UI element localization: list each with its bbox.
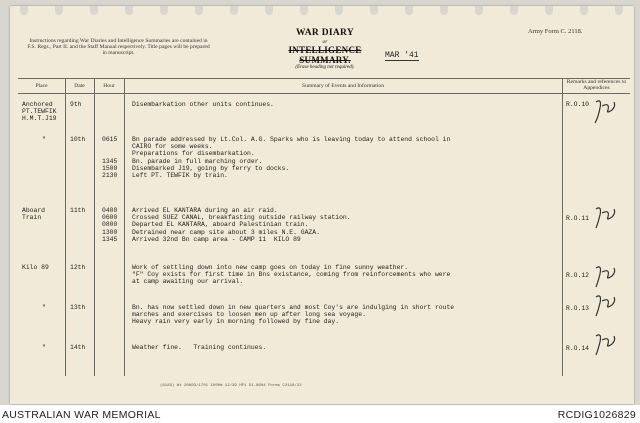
table-header-rule bbox=[18, 93, 630, 94]
entry-place: Aboard Train bbox=[22, 207, 46, 222]
entry-place: Kilo 89 bbox=[22, 264, 49, 271]
col-rule-hour bbox=[124, 78, 125, 376]
entry-ref: R.O.13 bbox=[566, 305, 590, 312]
handwritten-initials bbox=[592, 96, 618, 126]
entry-place: " bbox=[42, 304, 46, 311]
printer-imprint: (6183) Wt 20603/1701 1000m 12/39 HP1 51-8604 Forms C2118/22 bbox=[160, 384, 302, 388]
entry-date: 12th bbox=[70, 264, 86, 271]
table-top-rule bbox=[18, 78, 630, 79]
entry-summary: Bn parade addressed by Lt.Col. A.G. Sparks who is leaving today to attend school in CAIRO for some weeks. Preparations for disembarkation. Bn. parade in full marching order. Disembarked J19, going by ferry to docks. Left PT. TEWFIK by train. bbox=[132, 136, 451, 180]
entry-date: 14th bbox=[70, 344, 86, 351]
handwritten-initials bbox=[592, 205, 618, 231]
army-form-number: Army Form C. 2118. bbox=[528, 28, 583, 35]
entry-date: 9th bbox=[70, 101, 82, 108]
archive-credit: AUSTRALIAN WAR MEMORIAL bbox=[2, 409, 161, 421]
header-summary: Summary of Events and Information bbox=[301, 83, 385, 89]
entry-place: " bbox=[42, 344, 46, 351]
archive-reference: RCDIG1026829 bbox=[557, 409, 636, 421]
entry-ref: R.O.12 bbox=[566, 272, 590, 279]
form-title-or: or bbox=[322, 39, 328, 45]
erase-note: (Erase heading not required). bbox=[295, 65, 355, 70]
entry-date: 11th bbox=[70, 207, 86, 214]
form-instructions: Instructions regarding War Diaries and Intelligence Summaries are contained in F.S. Regs., Part II. and the Staff Manual respectively. Title pages will be prepared in manuscript. bbox=[27, 38, 210, 57]
form-title: WAR DIARY bbox=[295, 28, 355, 38]
entry-summary: Disembarkation other units continues. bbox=[132, 101, 274, 108]
header-remarks: Remarks and references to Appendices bbox=[566, 79, 627, 91]
header-hour: Hour bbox=[103, 83, 115, 89]
struck-heading: INTELLIGENCE SUMMARY. bbox=[288, 45, 362, 65]
entry-place: " bbox=[42, 136, 46, 143]
header-place: Place bbox=[35, 83, 48, 89]
form-title-block bbox=[270, 28, 380, 70]
entry-date: 13th bbox=[70, 304, 86, 311]
entry-ref: R.O.10 bbox=[566, 101, 590, 108]
handwritten-initials bbox=[592, 332, 618, 358]
entry-summary: Work of settling down into new camp goes on today in fine sunny weather. "F" Coy exists for first time in Bns existance, coming from reinforcements who were at camp awaiting our arrival. bbox=[132, 264, 451, 286]
entry-summary: Weather fine. Training continues. bbox=[132, 344, 267, 351]
entry-date: 10th bbox=[70, 136, 86, 143]
entry-ref: R.O.11 bbox=[566, 215, 590, 222]
col-rule-date bbox=[94, 78, 95, 376]
handwritten-initials bbox=[592, 264, 618, 290]
entry-summary: Bn. has now settled down in new quarters and most Coy's are indulging in short route marches and exercises to loosen men up after long sea voyage. Heavy rain very early in morning followed by fine day. bbox=[132, 304, 455, 326]
entry-place: Anchored PT.TEWFIK H.M.T.J19 bbox=[22, 101, 57, 123]
entry-ref: R.O.14 bbox=[566, 345, 590, 352]
entry-hours: 0615 1345 1500 2130 bbox=[102, 136, 118, 180]
entry-hours: 0400 0600 0800 1300 1345 bbox=[102, 207, 118, 243]
handwritten-initials bbox=[592, 293, 618, 319]
col-rule-summary bbox=[562, 78, 563, 376]
header-date: Date bbox=[74, 83, 85, 89]
entry-summary: Arrived EL KANTARA during an air raid. Crossed SUEZ CANAL, breakfasting outside railway station. Departed EL KANTARA, aboard Palestinian train. Detrained near camp site about 3 miles N.E. GAZA. Arrived 32nd Bn camp area - CAMP 11 KILO 89 bbox=[132, 207, 351, 243]
col-rule-place bbox=[65, 78, 66, 376]
diary-month: MAR '41 bbox=[385, 51, 419, 60]
